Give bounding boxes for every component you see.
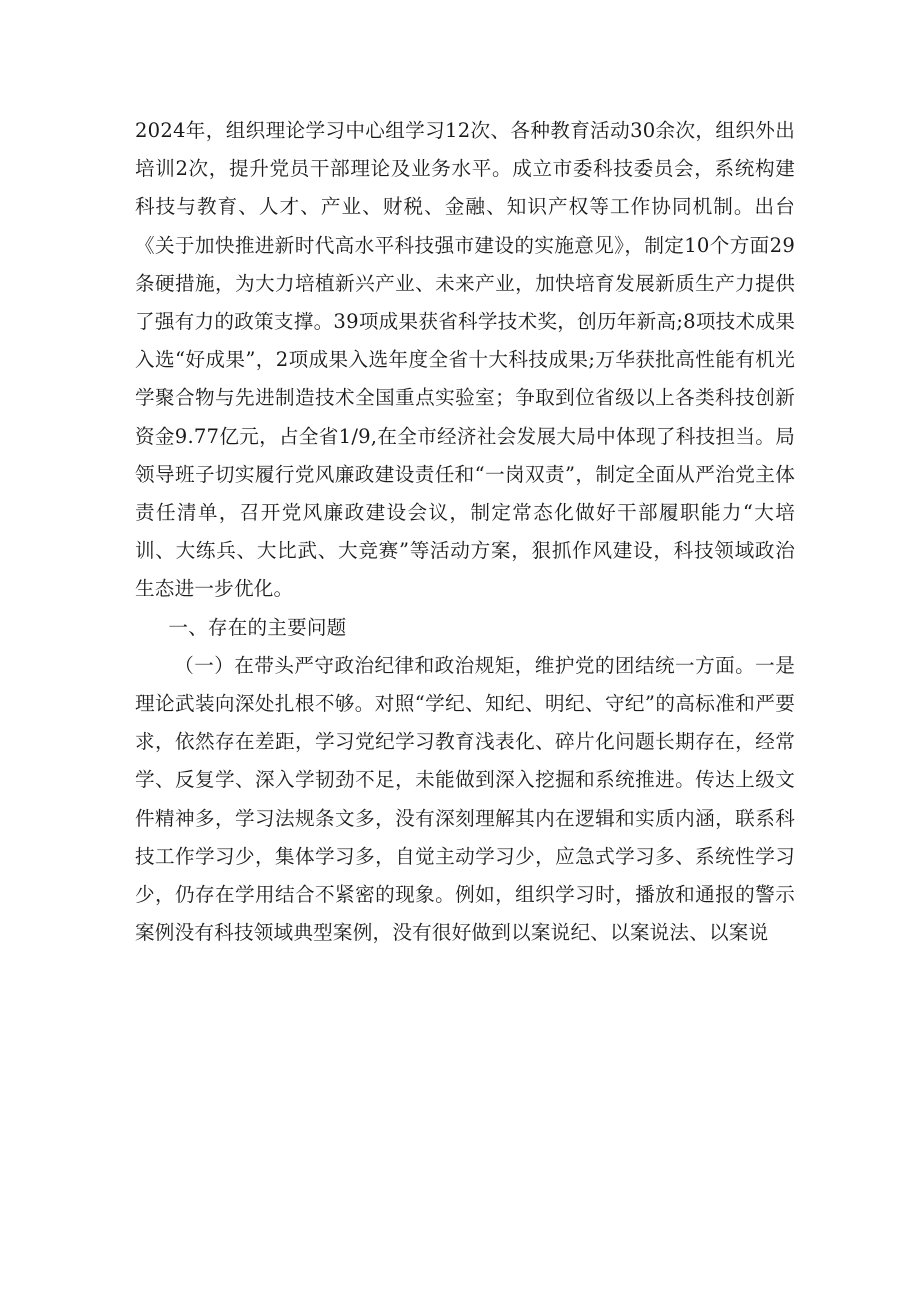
document-body — [135, 112, 795, 952]
section-heading: 一、存在的主要问题 — [168, 615, 347, 639]
intro-paragraph: 2024年，组织理论学习中心组学习12次、各种教育活动30余次，组织外出培训2次，提升党员干部理论及业务水平。成立市委科技委员会，系统构建科技与教育、人才、产业、财税、金融、知识产权等工作协同机制。出台《关于加快推进新时代高水平科技强市建设的实施意见》，制定10个方面29条硬措施，为大力培植新兴产业、未来产业，加快培育发展新质生产力提供了强有力的政策支撑。39项成果获省科学技术奖，创历年新高;8项技术成果入选“好成果”，2项成果入选年度全省十大科技成果;万华获批高性能有机光学聚合物与先进制造技术全国重点实验室；争取到位省级以上各类科技创新资金9.77亿元，占全省1/9,在全市经济社会发展大局中体现了科技担当。局领导班子切实履行党风廉政建设责任和“一岗双责”，制定全面从严治党主体责任清单，召开党风廉政建设会议，制定常态化做好干部履职能力“大培训、大练兵、大比武、大竞赛”等活动方案，狠抓作风建设，科技领域政治生态进一步优化。 — [135, 119, 795, 601]
subsection-paragraph: （一）在带头严守政治纪律和政治规矩，维护党的团结统一方面。一是理论武装向深处扎根不够。对照“学纪、知纪、明纪、守纪”的高标准和严要求，依然存在差距，学习党纪学习教育浅表化、碎片化问题长期存在，经常学、反复学、深入学韧劲不足，未能做到深入挖掘和系统推进。传达上级文件精神多，学习法规条文多，没有深刻理解其内在逻辑和实质内涵，联系科技工作学习少，集体学习多，自觉主动学习少，应急式学习多、系统性学习少，仍存在学用结合不紧密的现象。例如，组织学习时，播放和通报的警示案例没有科技领域典型案例，没有很好做到以案说纪、以案说法、以案说 — [135, 653, 795, 945]
